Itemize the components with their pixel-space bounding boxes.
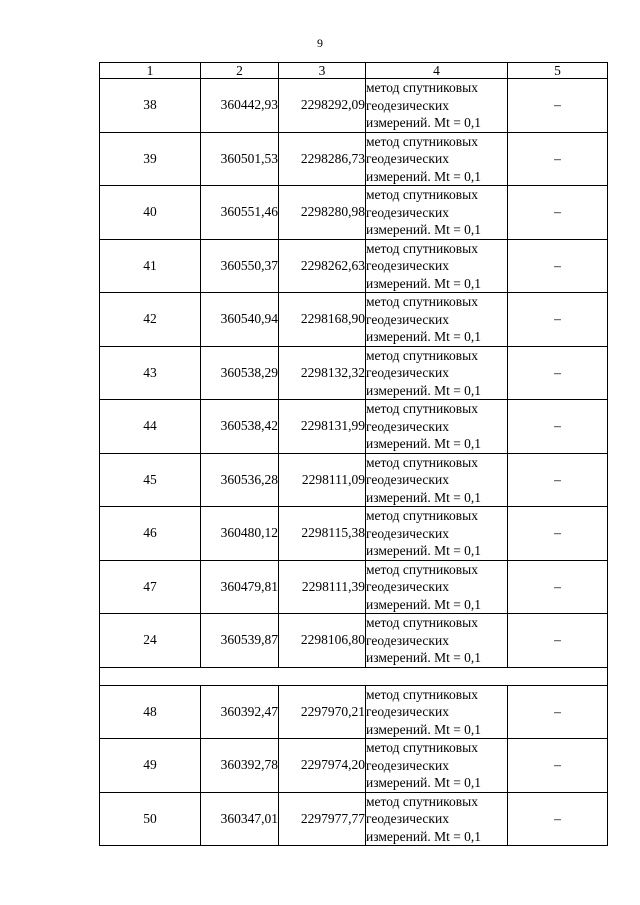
separator-row (100, 667, 608, 685)
method-line-2: геодезических (366, 97, 449, 113)
x-coordinate-cell: 360540,94 (201, 293, 279, 347)
method-cell (366, 685, 508, 739)
method-line-1: метод спутниковых (366, 508, 478, 523)
method-line-1: метод спутниковых (366, 80, 478, 95)
method-line-2: геодезических (366, 811, 449, 826)
point-number-cell: 39 (100, 132, 201, 186)
table-row (100, 560, 608, 614)
column-5-cell: – (508, 792, 608, 846)
point-number-cell: 24 (100, 614, 201, 668)
y-coordinate-cell: 2297970,21 (279, 685, 366, 739)
point-number-cell: 38 (100, 79, 201, 133)
x-coordinate-cell: 360480,12 (201, 507, 279, 561)
y-coordinate-cell: 2298106,80 (279, 614, 366, 668)
method-line-3: измерений. Mt = 0,1 (366, 596, 482, 612)
method-line-1: метод спутниковых (366, 686, 478, 702)
x-coordinate-cell: 360551,46 (201, 186, 279, 240)
table-row (100, 400, 608, 454)
table-row (100, 132, 608, 186)
method-line-2: геодезических (366, 258, 449, 273)
column-5-cell: – (508, 186, 608, 240)
table-row (100, 293, 608, 347)
method-line-2: геодезических (366, 418, 449, 434)
y-coordinate-cell: 2298292,09 (279, 79, 366, 133)
coordinates-table (99, 62, 608, 846)
method-line-3: измерений. Mt = 0,1 (366, 775, 482, 790)
method-cell (366, 614, 508, 668)
column-5-cell: – (508, 400, 608, 454)
point-number-cell: 49 (100, 739, 201, 793)
method-line-1: метод спутниковых (366, 294, 478, 309)
table-row (100, 239, 608, 293)
header-cell-5: 5 (508, 63, 608, 79)
x-coordinate-cell: 360392,78 (201, 739, 279, 793)
method-cell (366, 79, 508, 133)
table-row (100, 346, 608, 400)
method-cell (366, 293, 508, 347)
point-number-cell: 45 (100, 453, 201, 507)
table-row (100, 507, 608, 561)
method-cell (366, 132, 508, 186)
point-number-cell: 42 (100, 293, 201, 347)
y-coordinate-cell: 2298286,73 (279, 132, 366, 186)
method-line-2: геодезических (366, 151, 449, 166)
method-line-1: метод спутниковых (366, 133, 478, 149)
point-number-cell: 50 (100, 792, 201, 846)
method-line-3: измерений. Mt = 0,1 (366, 436, 482, 451)
method-cell (366, 560, 508, 614)
column-5-cell: – (508, 132, 608, 186)
method-cell (366, 346, 508, 400)
x-coordinate-cell: 360550,37 (201, 239, 279, 293)
method-line-2: геодезических (366, 757, 449, 773)
column-5-cell: – (508, 79, 608, 133)
column-5-cell: – (508, 239, 608, 293)
table-row (100, 614, 608, 668)
column-5-cell: – (508, 453, 608, 507)
y-coordinate-cell: 2298168,90 (279, 293, 366, 347)
method-line-2: геодезических (366, 204, 449, 220)
method-cell (366, 507, 508, 561)
page-number: 9 (317, 36, 323, 50)
method-line-3: измерений. Mt = 0,1 (366, 275, 482, 291)
x-coordinate-cell: 360392,47 (201, 685, 279, 739)
point-number-cell: 44 (100, 400, 201, 454)
table-row (100, 186, 608, 240)
method-line-1: метод спутниковых (366, 454, 478, 470)
header-cell-3: 3 (279, 63, 366, 79)
point-number-cell: 46 (100, 507, 201, 561)
column-5-cell: – (508, 739, 608, 793)
x-coordinate-cell: 360347,01 (201, 792, 279, 846)
method-line-3: измерений. Mt = 0,1 (366, 721, 482, 737)
method-cell (366, 792, 508, 846)
x-coordinate-cell: 360538,29 (201, 346, 279, 400)
y-coordinate-cell: 2298131,99 (279, 400, 366, 454)
method-line-3: измерений. Mt = 0,1 (366, 329, 482, 344)
method-line-1: метод спутниковых (366, 401, 478, 416)
method-line-3: измерений. Mt = 0,1 (366, 222, 482, 237)
x-coordinate-cell: 360501,53 (201, 132, 279, 186)
method-line-1: метод спутниковых (366, 347, 478, 363)
method-line-2: геодезических (366, 525, 449, 541)
column-5-cell: – (508, 560, 608, 614)
method-line-3: измерений. Mt = 0,1 (366, 115, 482, 130)
method-cell (366, 239, 508, 293)
column-5-cell: – (508, 685, 608, 739)
method-line-1: метод спутниковых (366, 740, 478, 755)
x-coordinate-cell: 360536,28 (201, 453, 279, 507)
method-cell (366, 739, 508, 793)
column-5-cell: – (508, 293, 608, 347)
y-coordinate-cell: 2297977,77 (279, 792, 366, 846)
y-coordinate-cell: 2298280,98 (279, 186, 366, 240)
point-number-cell: 48 (100, 685, 201, 739)
method-line-2: геодезических (366, 632, 449, 648)
method-line-1: метод спутниковых (366, 187, 478, 202)
header-cell-1: 1 (100, 63, 201, 79)
table-header-row (100, 63, 608, 79)
method-line-1: метод спутниковых (366, 793, 478, 809)
method-line-2: геодезических (366, 472, 449, 487)
x-coordinate-cell: 360539,87 (201, 614, 279, 668)
x-coordinate-cell: 360479,81 (201, 560, 279, 614)
point-number-cell: 47 (100, 560, 201, 614)
column-5-cell: – (508, 614, 608, 668)
method-cell (366, 400, 508, 454)
method-line-1: метод спутниковых (366, 615, 478, 630)
column-5-cell: – (508, 346, 608, 400)
column-5-cell: – (508, 507, 608, 561)
method-cell (366, 453, 508, 507)
y-coordinate-cell: 2298132,32 (279, 346, 366, 400)
point-number-cell: 43 (100, 346, 201, 400)
method-cell (366, 186, 508, 240)
table-row (100, 453, 608, 507)
method-line-3: измерений. Mt = 0,1 (366, 168, 482, 184)
y-coordinate-cell: 2298111,39 (279, 560, 366, 614)
method-line-3: измерений. Mt = 0,1 (366, 489, 482, 505)
method-line-3: измерений. Mt = 0,1 (366, 650, 482, 665)
table-row (100, 792, 608, 846)
x-coordinate-cell: 360442,93 (201, 79, 279, 133)
method-line-2: геодезических (366, 704, 449, 719)
y-coordinate-cell: 2298262,63 (279, 239, 366, 293)
point-number-cell: 40 (100, 186, 201, 240)
table-row (100, 685, 608, 739)
method-line-1: метод спутниковых (366, 561, 478, 577)
x-coordinate-cell: 360538,42 (201, 400, 279, 454)
method-line-3: измерений. Mt = 0,1 (366, 828, 482, 844)
table-row (100, 79, 608, 133)
method-line-3: измерений. Mt = 0,1 (366, 543, 482, 558)
y-coordinate-cell: 2298111,09 (279, 453, 366, 507)
point-number-cell: 41 (100, 239, 201, 293)
y-coordinate-cell: 2297974,20 (279, 739, 366, 793)
method-line-2: геодезических (366, 365, 449, 380)
header-cell-4: 4 (366, 63, 508, 79)
method-line-2: геодезических (366, 311, 449, 327)
separator-cell (100, 667, 608, 685)
table-row (100, 739, 608, 793)
header-cell-2: 2 (201, 63, 279, 79)
y-coordinate-cell: 2298115,38 (279, 507, 366, 561)
method-line-3: измерений. Mt = 0,1 (366, 382, 482, 398)
method-line-1: метод спутниковых (366, 240, 478, 256)
method-line-2: геодезических (366, 579, 449, 594)
